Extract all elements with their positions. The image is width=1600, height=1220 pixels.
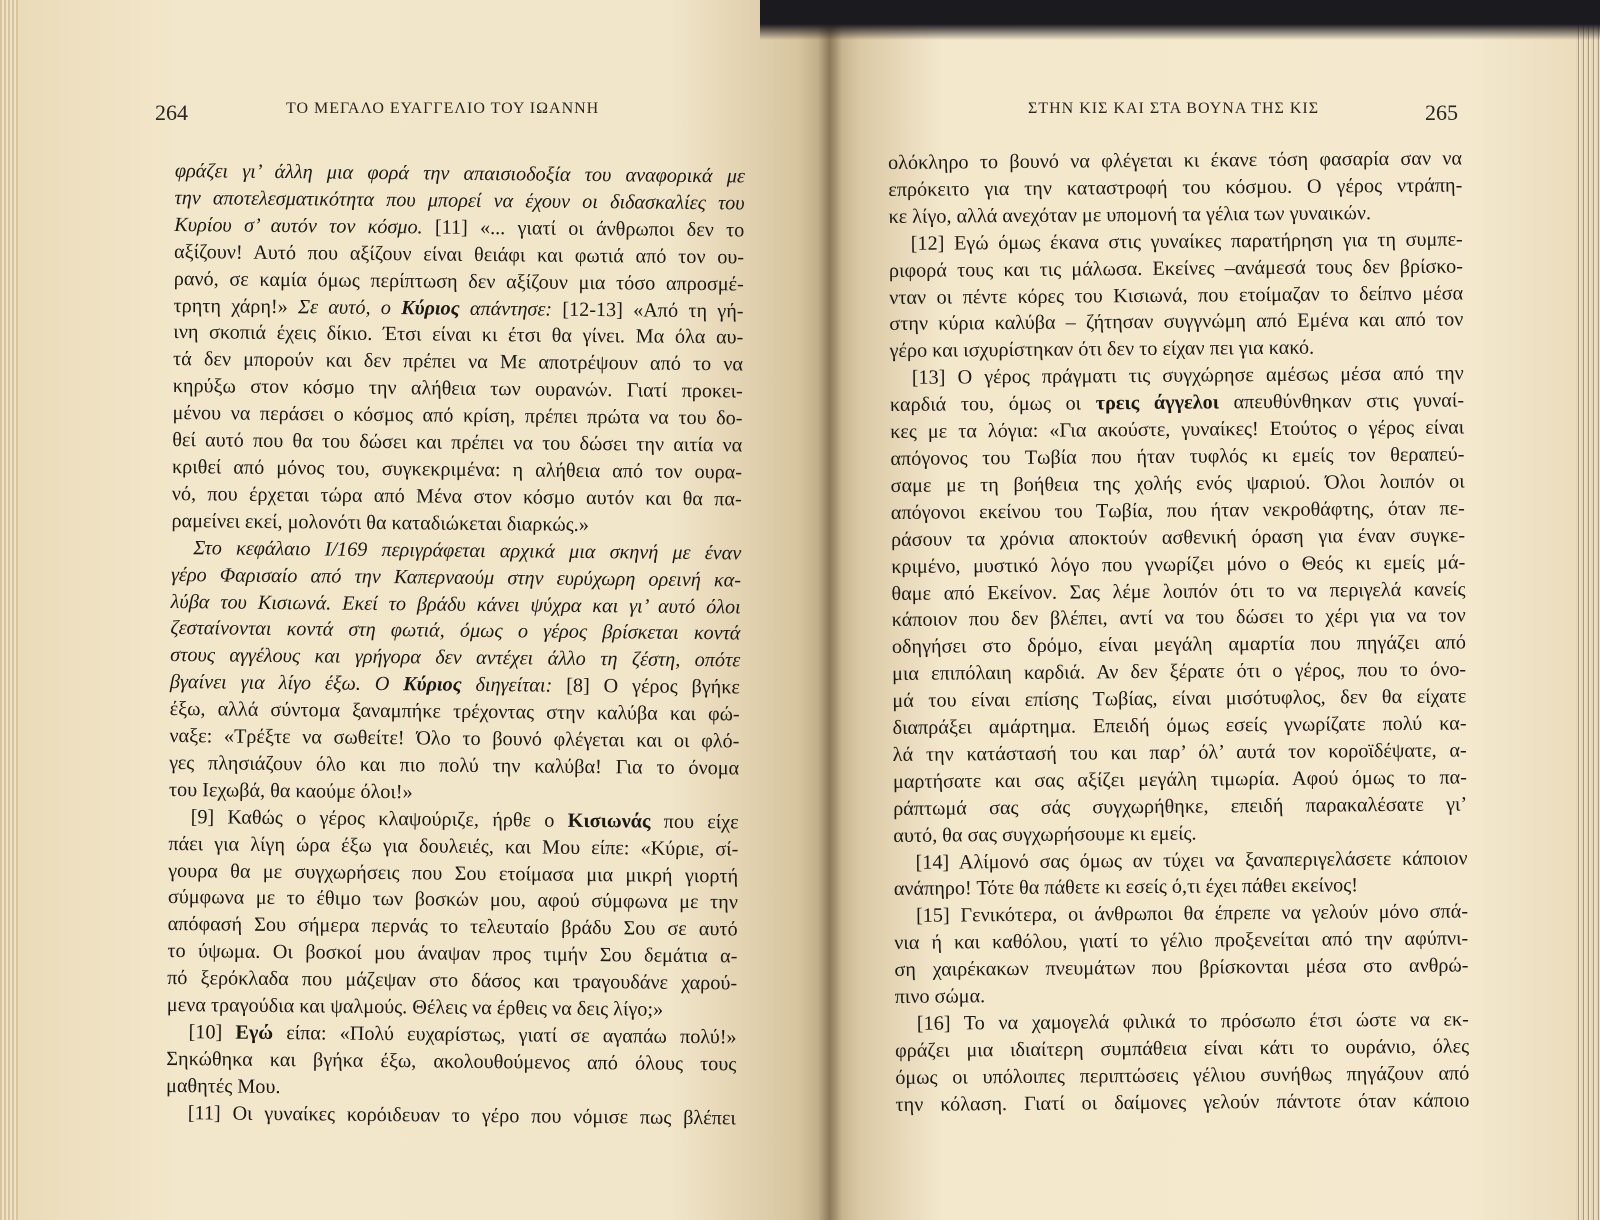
right-running-head: ΣΤΗΝ ΚΙΣ ΚΑΙ ΣΤΑ ΒΟΥΝΑ ΤΗΣ ΚΙΣ	[1028, 100, 1320, 117]
text-run: ινη σκοπιά έχεις δίκιο. Έτσι είναι κι έτσι θα γίνει. Μα όλα αυ-	[173, 321, 744, 349]
text-run: την αποτελεσματικότητα που μπορεί να έχουν οι διδασκαλίες του	[174, 186, 745, 215]
text-run: μά του είναι επίσης Τωβίας, είναι μισότυφλος, δεν θα είχατε	[892, 685, 1467, 713]
text-run: [9] Καθώς ο γέρος κλαψούριζε, ήρθε ο	[190, 805, 568, 832]
right-page-number: 265	[1425, 100, 1458, 125]
text-run: στην κύρια καλύβα – ζήτησαν συγγνώμη από Εμένα και από τον	[889, 308, 1464, 336]
text-run: [11] «... γιατί οι άνθρωποι δεν το	[422, 216, 745, 242]
text-run: γες πλησιάζουν όλο και πιο πολύ την καλύβα! Για το όνομα	[169, 751, 740, 780]
text-run: Κισιωνάς	[567, 809, 651, 833]
left-page-number: 264	[155, 100, 188, 125]
text-run: [15] Γενικότερα, οι άνθρωποι θα έπρεπε να γελούν μόνο σπά-	[915, 900, 1469, 928]
text-run: ριφορά τους και τις μάλωσα. Εκείνες –ανάμεσά τους δεν βρίσκο-	[888, 255, 1464, 282]
text-run: πό ξερόκλαδα που μάζεψαν στο δάσος και τραγουδάνε χαρού-	[167, 967, 738, 995]
text-line	[891, 468, 1465, 499]
text-run: που είχε	[650, 810, 739, 834]
text-run: στους αγγέλους και γρήγορα δεν αντέχει άλλο τη ζέστη, οπότε	[170, 644, 741, 672]
text-run: ζεσταίνονται κοντά στη φωτιά, όμως ο γέρος βρίσκεται κοντά	[170, 617, 741, 645]
text-line	[166, 1100, 736, 1132]
left-page-body	[166, 158, 745, 1132]
text-run: ολόκληρο το βουνό να φλέγεται κι έκανε τόση φασαρία σαν να	[888, 147, 1463, 174]
right-page-edges	[1576, 0, 1600, 1220]
book-gutter	[818, 0, 842, 1220]
text-run: κε λίγο, αλλά ανεχόταν με υπομονή τα γέλια των γυναικών.	[888, 202, 1372, 228]
text-run: το ύψωμα. Οι βοσκοί μου άναψαν προς τιμήν Σου δεμάτια α-	[167, 940, 738, 968]
text-run: θεί αυτό που θα του δώσει και πρέπει να του δώσει την αιτία να	[172, 429, 743, 457]
text-run: σαμε με τη βοήθεια της χολής ενός ψαριού. Όλοι λοιπόν οι	[890, 470, 1465, 497]
text-run: ναξε: «Τρέξτε να σωθείτε! Όλο το βουνό φλέγεται και οι φλό-	[169, 725, 740, 753]
text-line	[889, 307, 1463, 338]
background-shadow	[760, 0, 1600, 40]
text-run: είπα: «Πολύ ευχαρίστως, γιατί σε αγαπάω πολύ!»	[272, 1021, 737, 1049]
text-run: την κόλαση. Γιατί οι δαίμονες γελούν πάντοτε όταν κάποιο	[895, 1089, 1470, 1116]
text-run: αξίζουν! Αυτό που αξίζουν είναι θειάφι και φωτιά από τον ου-	[173, 240, 745, 269]
text-run: λύβα του Κισιωνά. Εκεί το βράδυ κάνει ψύχρα και γι’ αυτό όλοι	[170, 590, 741, 618]
text-run: ανάπηρο! Τότε θα πάθετε κι εσείς ό,τι έχει πάθει εκείνος!	[893, 874, 1358, 901]
text-run: οδηγήσει στο δρόμο, είναι μεγάλη αμαρτία που πηγάζει από	[891, 631, 1466, 659]
text-line	[895, 1033, 1469, 1064]
text-run: γέρο και ισχυρίστηκαν ότι δεν το είχαν πει για κακό.	[889, 337, 1315, 363]
text-line	[893, 845, 1467, 876]
text-run: Σηκώθηκα και βγήκα έξω, ακολουθούμενος από όλους τους	[166, 1047, 737, 1076]
text-run: διαπράξει αμάρτημα. Επειδή όμως εσείς γνωρίζατε πολύ κα-	[892, 712, 1467, 740]
text-run: βγαίνει για λίγο έξω. Ο	[169, 671, 404, 696]
text-run: φράζει γι’ άλλη μια φορά την απαισιοδοξία του αναφορικά με	[174, 159, 745, 188]
text-run: πινο σώμα.	[894, 985, 986, 1009]
text-run: Σε αυτό, ο	[297, 295, 402, 319]
text-run: ράπτωμά σας σάς συγχωρήθηκε, επειδή παρακαλέσατε γι’	[893, 793, 1468, 820]
text-run: καρδιά του, όμως οι	[889, 392, 1096, 417]
text-line	[891, 522, 1465, 553]
text-run: γουρα θα με συγχωρήσεις που Σου ετοίμασα μια μικρή γιορτή	[168, 859, 739, 888]
text-run: ση χαιρέκακων πνευμάτων που βρίσκονται μέσα στο ανθρώ-	[894, 954, 1469, 982]
text-run: Κύριος	[401, 296, 460, 320]
text-run: απευθύνθηκαν στις γυναί-	[1218, 389, 1465, 414]
text-line	[895, 1087, 1469, 1118]
text-run: [16] Το να χαμογελά φιλικά το πρόσωπο έτσι ώστε να εκ-	[916, 1008, 1469, 1035]
text-run: τά δεν μπορούν και δεν πρέπει να Με αποτρέψουν από το να	[172, 348, 744, 376]
text-run: [10]	[188, 1021, 236, 1044]
text-run: απόφασή Σου σήμερα περνάς το τελευταίο βράδυ Σου σε αυτό	[167, 913, 738, 941]
text-run: ράσουν τα χρόνια αποκτούν ασθενική όραση για έναν συγκε-	[890, 524, 1466, 551]
text-line	[893, 737, 1467, 768]
text-run: τρητη χάρη!»	[173, 294, 299, 318]
text-run: κες με τα λόγια: «Για ακούστε, γυναίκες! Ετούτος ο γέρος είναι	[890, 416, 1465, 444]
text-run: [13] Ο γέρος πράγματι τις συγχώρησε αμέσως μέσα από την	[911, 362, 1464, 390]
text-line	[891, 495, 1465, 526]
text-run: Στο κεφάλαιο I/169 περιγράφεται αρχικά μια σκηνή με έναν	[193, 536, 742, 565]
right-page-body	[888, 145, 1470, 1118]
text-run: θαμε από Εκείνον. Σας λέμε λοιπόν ότι το να περιγελά κανείς	[891, 577, 1466, 605]
text-run: λά την κατάστασή του και παρ’ όλ’ αυτά τον κοροϊδέψατε, α-	[892, 739, 1467, 766]
text-run: [12-13] «Από τη γή-	[551, 298, 744, 322]
text-run: [11] Οι γυναίκες κορόιδευαν το γέρο που νόμισε πως βλέπει	[187, 1101, 736, 1130]
text-run: μένου να περάσει ο κόσμος από κρίση, πρέπει πρώτα να του δο-	[172, 402, 743, 430]
text-line	[889, 253, 1463, 284]
text-run: απόγονοι εκείνου του Τωβία, που ήταν νεκροθάφτης, όταν πε-	[890, 497, 1465, 524]
text-run: [8] Ο γέρος βγήκε	[552, 674, 741, 699]
text-run: κηρύξω στον κόσμο την αλήθεια των ουρανών. Γιατί προκει-	[172, 375, 743, 403]
text-run: μαρτήσατε και σας αξίζει μεγάλη τιμωρία. Αφού όμως το πα-	[892, 766, 1468, 793]
text-run: ραμείνει εκεί, μολονότι θα καταδιώκεται διαρκώς.»	[171, 509, 589, 536]
text-line	[889, 226, 1463, 257]
text-run: πάει για λίγη ώρα έξω για δουλειές, και Μου είπε: «Κύριε, σί-	[168, 832, 739, 861]
text-run: απάντησε:	[459, 297, 553, 321]
left-page-edges	[0, 0, 18, 1220]
text-run: γέρο Φαρισαίο από την Καπερναούμ στην ευρύχωρη ορεινή κα-	[170, 563, 742, 592]
text-run: νταν οι πέντε κόρες του Κισιωνά, που ετοίμαζαν το δείπνο μέσα	[889, 282, 1464, 309]
text-line	[895, 1060, 1469, 1091]
text-line	[893, 791, 1467, 822]
text-run: [14] Αλίμονό σας όμως αν τύχει να ξαναπεριγελάσετε κάποιον	[915, 847, 1468, 874]
text-run: [12] Εγώ όμως έκανα στις γυναίκες παρατήρηση για τη συμπε-	[910, 228, 1463, 255]
text-run: του Ιεχωβά, θα καούμε όλοι!»	[168, 778, 413, 804]
text-run: φράζει μια ιδιαίτερη συμπάθεια είναι κάτι το ουράνιο, όλες	[894, 1035, 1470, 1062]
text-run: νό, που έρχεται τώρα από Μένα στον κόσμο αυτόν και θα πα-	[171, 482, 742, 511]
text-run: μενα τραγούδια και ψαλμούς. Θέλεις να έρθεις να δεις λίγο;»	[166, 994, 664, 1021]
text-line	[891, 549, 1465, 580]
text-run: κριθεί από μόνος του, συγκεκριμένα: η αλήθεια από τον ουρα-	[171, 455, 743, 484]
text-run: επρόκειτο για την καταστροφή του κόσμου. Ο γέρος ντράπη-	[888, 174, 1463, 201]
text-run: τρεις άγγελοι	[1095, 391, 1220, 415]
text-run: όμως οι υπόλοιπες περιπτώσεις γέλιου συνήθως πηγάζουν από	[895, 1062, 1470, 1089]
text-run: κάποιον που δεν βλέπει, αντί να του δώσει το χέρι για να τον	[891, 604, 1466, 632]
text-run: Κυρίου σ’ αυτόν τον κόσμο.	[174, 213, 423, 239]
text-run: Κύριος	[403, 673, 462, 696]
text-run: νια ή και καθόλου, γιατί το γέλιο προξενείται από την αφύπνι-	[894, 927, 1469, 955]
text-run: αυτό, θα σας συγχωρήσουμε κι εμείς.	[893, 822, 1197, 847]
text-run: απόγονος του Τωβία που ήταν τυφλός κι εμείς τον θεραπεύ-	[890, 443, 1465, 470]
text-line	[893, 764, 1467, 795]
left-running-head: ΤΟ ΜΕΓΑΛΟ ΕΥΑΓΓΕΛΙΟ ΤΟΥ ΙΩΑΝΝΗ	[286, 100, 600, 117]
text-run: ρανό, σε καμία όμως περίπτωση δεν αξίζουν μια τόσο απροσμέ-	[173, 267, 744, 296]
text-run: μια επιπόλαιη καρδιά. Αν δεν ξέρατε ότι ο γέρος, που το όνο-	[892, 658, 1467, 686]
text-run: διηγείται:	[461, 673, 553, 697]
text-run: σύμφωνα με το έθιμο των βοσκών μου, αφού σύμφωνα με την	[167, 886, 738, 914]
text-line	[894, 953, 1468, 984]
text-run: μαθητές Μου.	[165, 1074, 281, 1098]
text-run: κριμένο, μυστικό λόγο που γνωρίζει μόνο ο Θεός κι εμείς μά-	[891, 551, 1466, 578]
text-run: Εγώ	[235, 1021, 274, 1044]
text-run: έξω, αλλά σύντομα ξαναμπήκε τρέχοντας στην καλύβα και φώ-	[169, 698, 740, 726]
text-line	[888, 172, 1462, 203]
